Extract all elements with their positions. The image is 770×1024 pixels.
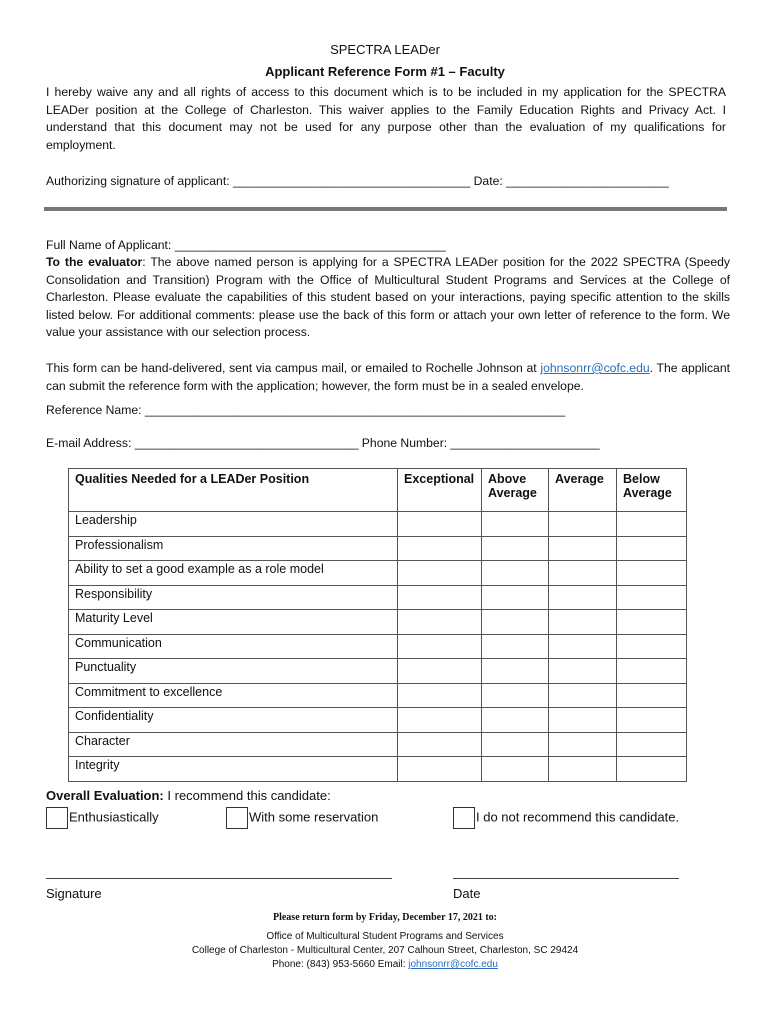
table-row — [69, 536, 687, 561]
rating-cell-below-average[interactable] — [617, 683, 687, 708]
rating-cell-exceptional[interactable] — [398, 561, 482, 586]
rating-cell-average[interactable] — [549, 512, 617, 537]
rating-cell-below-average[interactable] — [617, 659, 687, 684]
overall-evaluation — [46, 788, 331, 803]
rating-cell-below-average[interactable] — [617, 757, 687, 782]
waiver-text: I hereby waive any and all rights of access to this document which is to be included in my application for the SPECTRA LEADer position at the College of Charleston. This waiver applies to the Family Education Rights and Privacy Act. I understand that this document may not be used for any purpose other than the evaluation of my qualifications for employment. — [46, 85, 726, 152]
table-row — [69, 732, 687, 757]
rating-cell-above-average[interactable] — [482, 683, 549, 708]
overall-text: I recommend this candidate: — [167, 788, 331, 803]
header-exceptional: Exceptional — [398, 469, 482, 512]
evaluator-instructions — [46, 254, 730, 342]
evaluator-label: To the evaluator — [46, 255, 143, 269]
checkbox[interactable] — [226, 807, 248, 829]
quality-name: Leadership — [69, 512, 398, 537]
rating-cell-average[interactable] — [549, 708, 617, 733]
rating-cell-above-average[interactable] — [482, 708, 549, 733]
qualities-table — [68, 468, 687, 782]
table-row — [69, 561, 687, 586]
option-label: I do not recommend this candidate. — [476, 809, 680, 825]
rating-cell-above-average[interactable] — [482, 634, 549, 659]
delivery-text: This form can be hand-delivered, sent via campus mail, or emailed to Rochelle Johnson at — [46, 361, 541, 375]
divider — [44, 207, 727, 211]
office-address: College of Charleston - Multicultural Center, 207 Calhoun Street, Charleston, SC 29424 — [191, 945, 579, 956]
header-qualities: Qualities Needed for a LEADer Position — [69, 469, 398, 512]
rating-cell-average[interactable] — [549, 659, 617, 684]
rating-cell-exceptional[interactable] — [398, 732, 482, 757]
quality-name: Responsibility — [69, 585, 398, 610]
checkbox[interactable] — [453, 807, 475, 829]
contact-info — [0, 959, 770, 970]
rating-cell-exceptional[interactable] — [398, 708, 482, 733]
date-line[interactable] — [453, 878, 679, 879]
rating-cell-below-average[interactable] — [617, 585, 687, 610]
quality-name: Professionalism — [69, 536, 398, 561]
quality-name: Character — [69, 732, 398, 757]
table-row — [69, 659, 687, 684]
checkbox[interactable] — [46, 807, 68, 829]
rating-cell-below-average[interactable] — [617, 634, 687, 659]
rating-cell-below-average[interactable] — [617, 610, 687, 635]
rating-cell-exceptional[interactable] — [398, 585, 482, 610]
table-row — [69, 683, 687, 708]
quality-name: Ability to set a good example as a role model — [69, 561, 398, 586]
quality-name: Maturity Level — [69, 610, 398, 635]
rating-cell-below-average[interactable] — [617, 561, 687, 586]
rating-cell-above-average[interactable] — [482, 585, 549, 610]
header-above-average: Above Average — [482, 469, 549, 512]
overall-label: Overall Evaluation: — [46, 788, 164, 803]
header-average: Average — [549, 469, 617, 512]
rating-cell-average[interactable] — [549, 732, 617, 757]
rating-cell-above-average[interactable] — [482, 757, 549, 782]
footer-email-link[interactable]: johnsonrr@cofc.edu — [408, 959, 498, 970]
rating-cell-average[interactable] — [549, 561, 617, 586]
rating-cell-average[interactable] — [549, 610, 617, 635]
office-name: Office of Multicultural Student Programs and Services — [266, 931, 504, 942]
table-row — [69, 757, 687, 782]
delivery-instructions — [46, 360, 730, 395]
rating-cell-exceptional[interactable] — [398, 683, 482, 708]
option-reservation[interactable] — [226, 807, 378, 829]
return-deadline: Please return form by Friday, December 17, 2021 to: — [272, 912, 498, 923]
reference-name-line[interactable]: Reference Name: ______________________________________________________________ — [46, 403, 566, 417]
table-header-row — [69, 469, 687, 512]
table-row — [69, 585, 687, 610]
phone: Phone: (843) 953-5660 Email: — [272, 959, 409, 970]
evaluator-text: : The above named person is applying for a SPECTRA LEADer position for the 2022 SPECTRA (Speedy Consolidation and Transition) Program with the Office of Multicultural Student Programs and Services at the College of Charleston. Please evaluate the capabilities of this student based on your interactions, paying specific attention to the skills listed below. For additional comments: please use the back of this form or attach your own letter of reference to the form. We value your assistance with our selection process. — [46, 255, 730, 339]
rating-cell-below-average[interactable] — [617, 512, 687, 537]
rating-cell-average[interactable] — [549, 536, 617, 561]
option-enthusiastically[interactable] — [46, 807, 159, 829]
rating-cell-above-average[interactable] — [482, 659, 549, 684]
table-row — [69, 708, 687, 733]
delivery-text-2: . The applicant can submit the reference form with the application; however, the form must be in a sealed envelope. — [46, 361, 730, 393]
authorizing-signature-line[interactable]: Authorizing signature of applicant: ___________________________________ Date: ________________________ — [46, 174, 669, 188]
rating-cell-below-average[interactable] — [617, 708, 687, 733]
rating-cell-average[interactable] — [549, 683, 617, 708]
email-link[interactable]: johnsonrr@cofc.edu — [540, 361, 650, 375]
date-label: Date — [453, 886, 481, 901]
table-row — [69, 512, 687, 537]
quality-name: Confidentiality — [69, 708, 398, 733]
rating-cell-average[interactable] — [549, 757, 617, 782]
rating-cell-below-average[interactable] — [617, 732, 687, 757]
table-row — [69, 634, 687, 659]
rating-cell-exceptional[interactable] — [398, 536, 482, 561]
rating-cell-average[interactable] — [549, 585, 617, 610]
program-name: SPECTRA LEADer — [330, 42, 440, 57]
full-name-line[interactable]: Full Name of Applicant: ________________________________________ — [46, 238, 446, 252]
quality-name: Communication — [69, 634, 398, 659]
rating-cell-exceptional[interactable] — [398, 659, 482, 684]
rating-cell-exceptional[interactable] — [398, 757, 482, 782]
rating-cell-average[interactable] — [549, 634, 617, 659]
option-label: Enthusiastically — [69, 809, 159, 825]
option-label: With some reservation — [249, 809, 379, 825]
header-below-average: Below Average — [617, 469, 687, 512]
signature-line[interactable] — [46, 878, 392, 879]
quality-name: Punctuality — [69, 659, 398, 684]
quality-name: Integrity — [69, 757, 398, 782]
rating-cell-above-average[interactable] — [482, 561, 549, 586]
form-title: Applicant Reference Form #1 – Faculty — [265, 64, 505, 79]
quality-name: Commitment to excellence — [69, 683, 398, 708]
rating-cell-below-average[interactable] — [617, 536, 687, 561]
rating-cell-above-average[interactable] — [482, 536, 549, 561]
rating-cell-exceptional[interactable] — [398, 512, 482, 537]
table-row — [69, 610, 687, 635]
rating-cell-above-average[interactable] — [482, 732, 549, 757]
rating-cell-exceptional[interactable] — [398, 610, 482, 635]
email-phone-line[interactable]: E-mail Address: _________________________________ Phone Number: ______________________ — [46, 436, 600, 450]
option-not-recommend[interactable] — [453, 807, 679, 829]
rating-cell-above-average[interactable] — [482, 512, 549, 537]
signature-label: Signature — [46, 886, 102, 901]
rating-cell-above-average[interactable] — [482, 610, 549, 635]
rating-cell-exceptional[interactable] — [398, 634, 482, 659]
